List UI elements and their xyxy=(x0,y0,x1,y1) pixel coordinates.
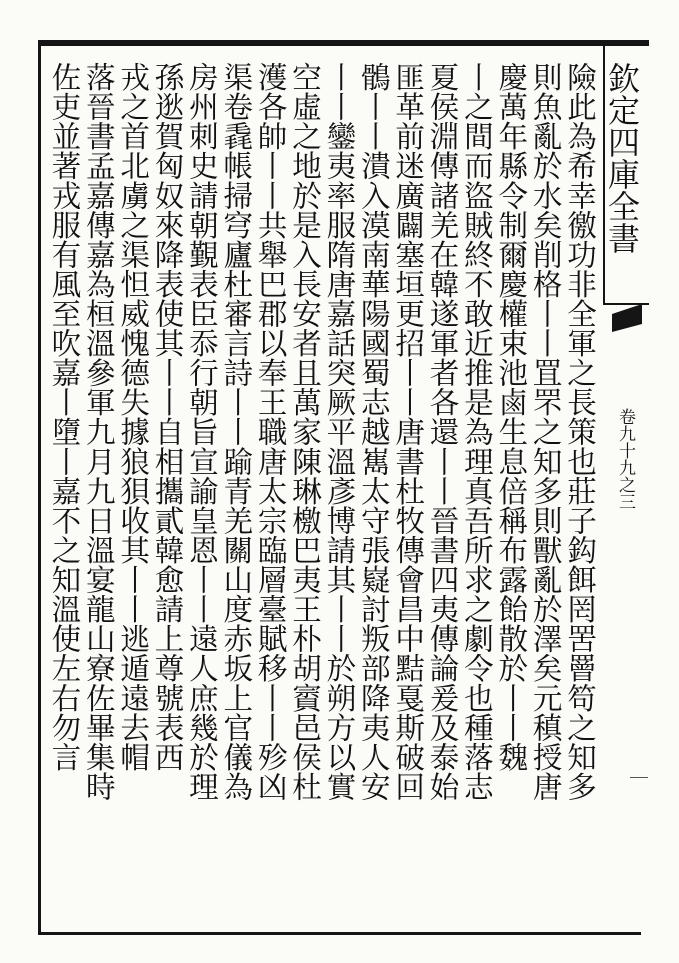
text-column-13: 孫逖賀匈奴來降表使其丨丨自相攜貳韓愈請上尊號表西 xyxy=(150,62,185,772)
text-column-2: 則魚亂於水矣削格丨丨罝罘之知多則獸亂於澤矣元稹授唐 xyxy=(528,62,563,801)
text-column-6: 匪革前迷廣闢塞垣更招丨丨唐書杜牧傳會昌中黠戛斯破回 xyxy=(391,62,426,801)
text-column-3: 慶萬年縣令制爾慶權束池鹵生息倍稱布露飴散於丨丨魏 xyxy=(494,62,529,772)
fishtail-icon xyxy=(612,302,642,332)
text-column-14: 戎之首北虜之渠怛威愧德失據狼狽收其丨丨逃遁遠去帽 xyxy=(116,62,151,772)
margin-mark xyxy=(630,777,648,778)
volume-label: 卷九十九之三 xyxy=(615,408,635,510)
text-column-15: 落晉書孟嘉傳嘉為桓溫參軍九月九日溫宴龍山寮佐畢集時 xyxy=(81,62,116,801)
book-title: 欽定四庫全書 xyxy=(603,62,641,254)
text-column-10: 濩各帥丨丨共舉巴郡以奉王職唐太宗臨層臺賦移丨丨殄凶 xyxy=(253,62,288,801)
text-column-4: 丨之間而盜賊終不敢近推是為理真吾所求之劇令也種落志 xyxy=(459,62,494,801)
text-column-12: 房州刺史請朝覲表臣忝行朝旨宣諭皇恩丨丨遠人庶幾於理 xyxy=(184,62,219,801)
text-column-8: 丨丨鑾夷率服隋唐嘉話突厥平溫彥博請其丨丨於朔方以實 xyxy=(322,62,357,801)
text-column-11: 渠卷毳帳掃穹廬杜審言詩丨丨踰青羌關山度赤坂上官儀為 xyxy=(219,62,254,801)
text-column-1: 險此為希幸徼功非全軍之長策也莊子鈎餌罔罟罾笱之知多 xyxy=(563,62,597,801)
text-column-5: 夏侯淵傳諸羌在韓遂軍者各還丨丨晉書四夷傳論爰及泰始 xyxy=(425,62,460,801)
text-column-9: 空虛之地於是入長安者且萬家陳琳檄巴夷王朴胡賨邑侯杜 xyxy=(288,62,322,801)
text-column-7: 鶻丨丨潰入漠南華陽國蜀志越嶲太守張嶷討叛部降夷人安 xyxy=(356,62,391,801)
text-column-16: 佐吏並著戎服有風至吹嘉丨墮丨嘉不之知溫使左右勿言 xyxy=(47,62,82,772)
